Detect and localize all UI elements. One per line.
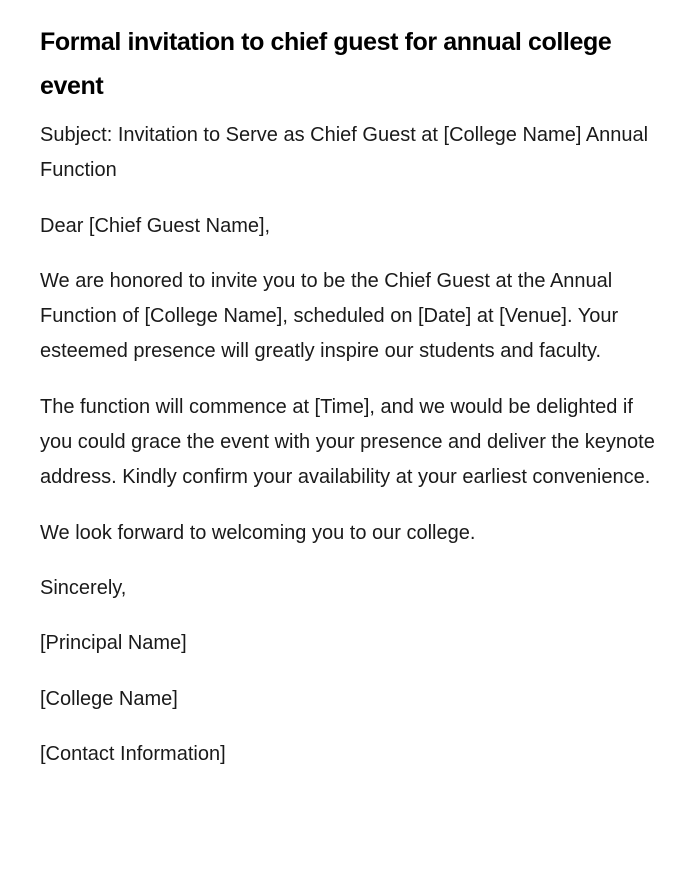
page-title: Formal invitation to chief guest for annual college event (40, 28, 612, 100)
body-paragraph-details: The function will commence at [Time], and we would be delighted if you could grace the event with your presence and deliver the keynote address. Kindly confirm your availability at your earliest convenience. (40, 395, 655, 489)
subject-line: Subject: Invitation to Serve as Chief Guest at [College Name] Annual Function (40, 124, 649, 182)
sender-name: [Principal Name] (40, 632, 187, 655)
sender-college: [College Name] (40, 687, 178, 710)
closing-line: We look forward to welcoming you to our college. (40, 521, 476, 544)
salutation: Dear [Chief Guest Name], (40, 214, 271, 237)
sign-off: Sincerely, (40, 576, 127, 599)
body-paragraph-invitation: We are honored to invite you to be the Chief Guest at the Annual Function of [College Name], scheduled on [Date] at [Venue]. Your esteemed presence will greatly inspire our students and faculty. (40, 269, 619, 363)
sender-contact: [Contact Information] (40, 742, 226, 765)
